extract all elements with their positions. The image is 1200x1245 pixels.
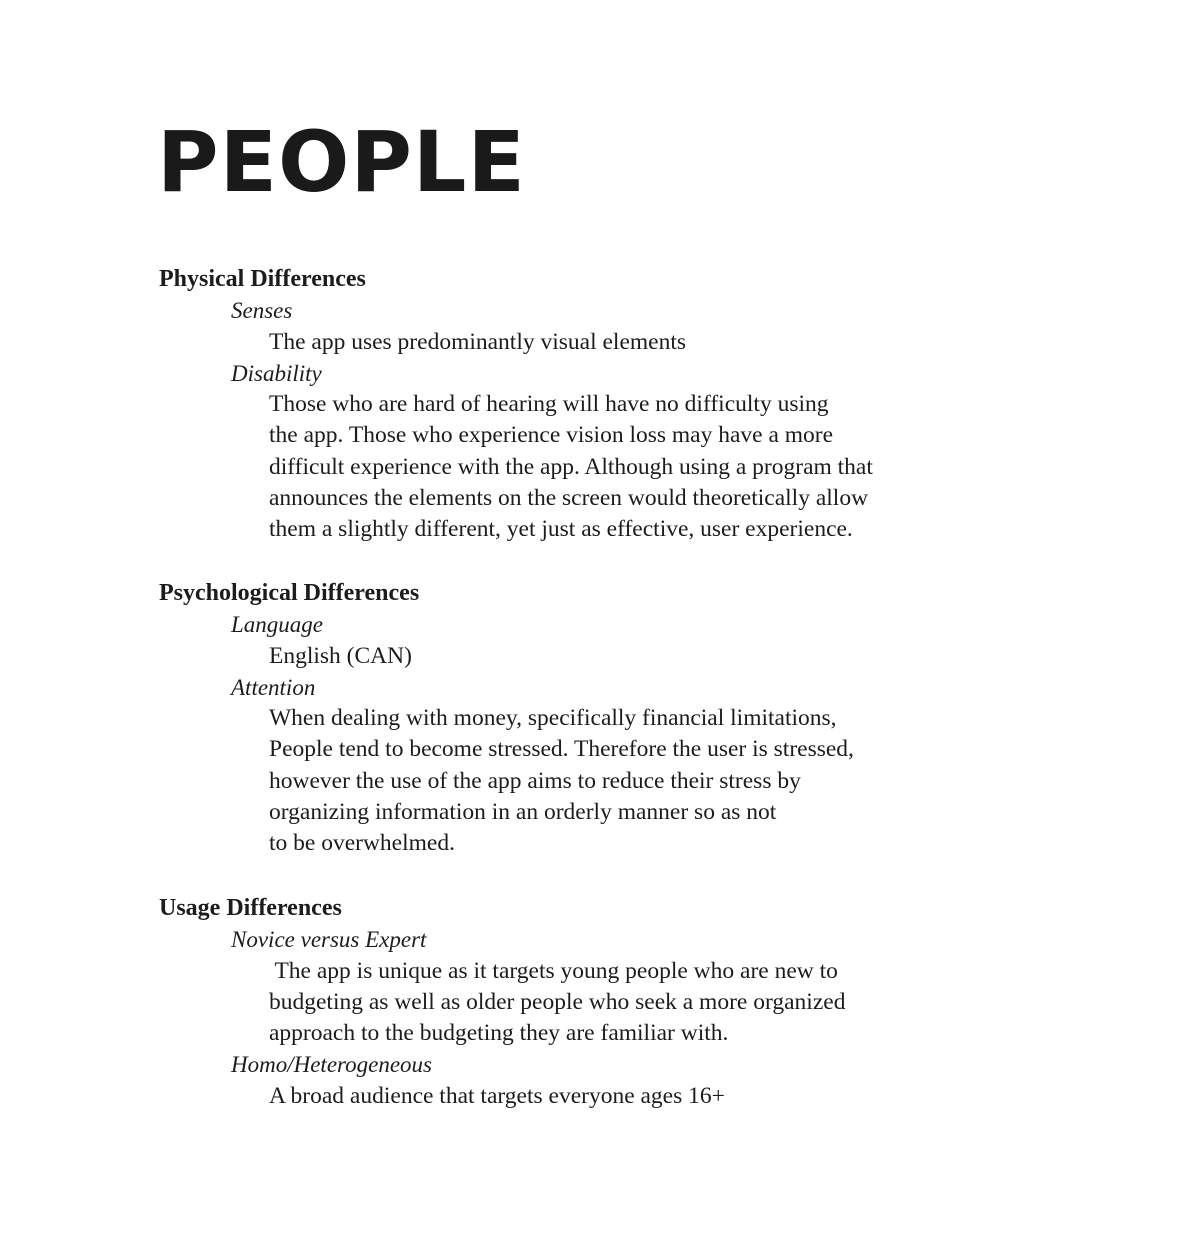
- body-line: organizing information in an orderly manner so as not: [269, 799, 777, 826]
- subheading-disability: Disability: [231, 360, 322, 386]
- body-line: difficult experience with the app. Although using a program that: [269, 453, 873, 480]
- section-heading: Usage Differences: [159, 895, 342, 921]
- subheading-homo-heterogeneous: Homo/Heterogeneous: [231, 1052, 432, 1078]
- body-line: the app. Those who experience vision loss may have a more: [269, 422, 834, 449]
- body-line: to be overwhelmed.: [269, 830, 455, 857]
- section-heading: Psychological Differences: [159, 580, 420, 606]
- body-line: budgeting as well as older people who seek a more organized: [269, 988, 846, 1015]
- section-usage-differences: [159, 893, 1059, 1112]
- body-line: however the use of the app aims to reduce their stress by: [269, 767, 801, 794]
- section-heading: Physical Differences: [159, 266, 366, 292]
- body-line: The app is unique as it targets young people who are new to: [269, 957, 838, 984]
- body-line: announces the elements on the screen would theoretically allow: [269, 485, 869, 512]
- body-line: approach to the budgeting they are familiar with.: [269, 1020, 729, 1047]
- subheading-senses: Senses: [231, 298, 293, 324]
- subheading-novice-expert: Novice versus Expert: [231, 927, 427, 953]
- body-line: English (CAN): [269, 642, 412, 669]
- subheading-language: Language: [231, 612, 323, 638]
- body-line: The app uses predominantly visual elements: [269, 328, 687, 355]
- section-physical-differences: [159, 264, 1059, 546]
- page-title: PEOPLE: [157, 113, 526, 211]
- body-line: them a slightly different, yet just as effective, user experience.: [269, 516, 853, 543]
- body-line: Those who are hard of hearing will have no difficulty using: [269, 391, 829, 418]
- body-line: People tend to become stressed. Therefore the user is stressed,: [269, 736, 854, 763]
- body-line: A broad audience that targets everyone ages 16+: [269, 1082, 725, 1109]
- body-line: When dealing with money, specifically financial limitations,: [269, 705, 837, 732]
- subheading-attention: Attention: [231, 674, 316, 700]
- section-psychological-differences: [159, 578, 1059, 860]
